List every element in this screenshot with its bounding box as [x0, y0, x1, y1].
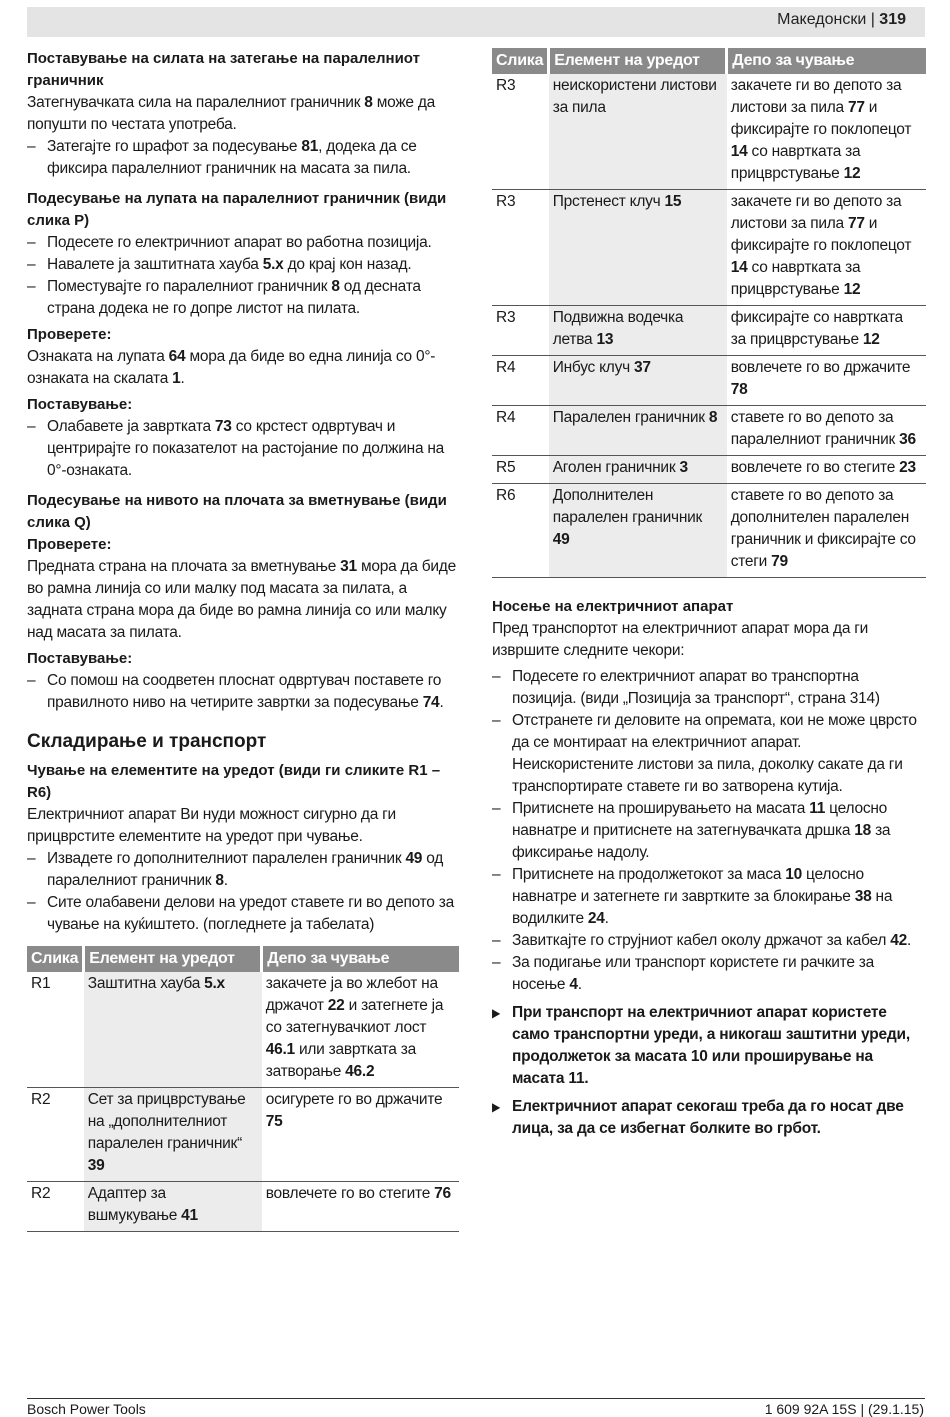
- text-segment: , додека да се фиксира паралелниот граничник на масата за пила.: [47, 138, 417, 177]
- reference-number: 13: [596, 331, 614, 348]
- element-cell: [84, 972, 262, 1088]
- reference-number: 41: [181, 1207, 198, 1224]
- check-label: Проверете:: [27, 326, 112, 343]
- storage-cell: [262, 1182, 459, 1232]
- text-segment: Подвижна водечка летва: [552, 309, 684, 348]
- instruction-list: [27, 670, 459, 714]
- reference-number: 11: [809, 800, 826, 817]
- triangle-bullet-icon: ▶: [492, 1006, 501, 1020]
- right-column: [492, 48, 926, 1146]
- header-separator: |: [866, 11, 880, 28]
- list-item: [27, 848, 459, 892]
- instruction-list: [492, 666, 926, 996]
- check-label: Проверете:: [27, 536, 112, 553]
- storage-cell: [727, 190, 926, 306]
- text-segment: за фиксирање надолу.: [512, 822, 891, 861]
- table-row: [492, 306, 926, 356]
- text-segment: Сет за прицврстување на „дополнителниот паралелен граничник“: [87, 1091, 246, 1152]
- element-cell: [84, 1182, 262, 1232]
- reference-number: 42: [890, 932, 908, 949]
- element-cell: [549, 190, 727, 306]
- reference-number: 8: [215, 872, 224, 889]
- text-segment: закачете ги во депото за листови за пила: [730, 77, 902, 116]
- figure-cell: R2: [27, 1088, 84, 1182]
- text-segment: Навалете ја заштитната хауба: [47, 256, 263, 273]
- reference-number: 38: [854, 888, 872, 905]
- column-header: Слика: [492, 48, 549, 74]
- reference-number: 15: [664, 193, 682, 210]
- text-segment: целосно навнатре и притиснете на затегнувачката дршка: [512, 800, 888, 839]
- reference-number: 3: [679, 459, 688, 476]
- text-segment: од паралелниот граничник: [47, 850, 444, 889]
- warning-item: [492, 1096, 926, 1140]
- warning-list: [492, 1002, 926, 1140]
- text-segment: мора да биде во една линија со 0°-ознаката на скалата: [27, 348, 436, 387]
- paragraph: [27, 804, 459, 848]
- column-header: Депо за чување: [262, 946, 459, 972]
- storage-cell: [262, 1088, 459, 1182]
- list-item: [492, 930, 926, 952]
- text-segment: ставете го во депото за дополнителен паралелен граничник и фиксирајте со стеги: [730, 487, 916, 570]
- element-cell: [549, 356, 727, 406]
- reference-number: 46.2: [345, 1063, 375, 1080]
- reference-number: 12: [843, 281, 861, 298]
- footer-rule: [27, 1398, 925, 1399]
- text-segment: .: [604, 910, 609, 927]
- list-item: [27, 670, 459, 714]
- list-item: [492, 798, 926, 864]
- text-segment: фиксирајте со навртката за прицврстување: [730, 309, 903, 348]
- reference-number: 8: [331, 278, 340, 295]
- section-title-tension: Поставување на силата на затегање на паралелниот граничник: [27, 50, 420, 89]
- table-row: [492, 356, 926, 406]
- setting-label: Поставување:: [27, 396, 133, 413]
- section-title-insert-plate: Подесување на нивото на плочата за вметнување (види слика Q): [27, 492, 447, 531]
- triangle-bullet-icon: ▶: [492, 1100, 501, 1114]
- text-segment: и фиксирајте го поклопецот: [730, 99, 912, 138]
- reference-number: 81: [301, 138, 319, 155]
- reference-number: 8: [364, 94, 373, 111]
- storage-table: [27, 946, 459, 1232]
- page-header: [777, 11, 906, 29]
- text-segment: Поместувајте го паралелниот граничник: [47, 278, 332, 295]
- text-segment: .: [223, 872, 228, 889]
- text-segment: .: [907, 932, 912, 949]
- text-segment: од десната страна додека не го допре листот на пилата.: [47, 278, 421, 317]
- text-segment: Затегајте го шрафот за подесување: [47, 138, 302, 155]
- text-segment: Отстранете ги деловите на опремата, кои не може цврсто да се монтираат на електричниот апарат. Неискористените листови за пила, доколку сакате да ги транспортирате ставете ги во затворена кутија.: [512, 712, 917, 795]
- text-segment: или завртката за затворање: [265, 1041, 416, 1080]
- element-cell: [549, 74, 727, 190]
- text-segment: ставете го во депото за паралелниот граничник: [730, 409, 900, 448]
- figure-cell: R5: [492, 456, 549, 484]
- text-segment: Дополнителен паралелен граничник: [552, 487, 703, 526]
- table-row: [27, 1088, 459, 1182]
- reference-number: 14: [730, 143, 748, 160]
- column-header: Слика: [27, 946, 84, 972]
- text-segment: Адаптер за вшмукување: [87, 1185, 182, 1224]
- column-header: Елемент на уредот: [549, 48, 727, 74]
- instruction-list: [27, 136, 459, 180]
- table-row: [27, 972, 459, 1088]
- storage-cell: [727, 456, 926, 484]
- reference-number: 31: [340, 558, 357, 575]
- text-segment: Електричниот апарат Ви нуди можност сигурно да ги прицврстите елементите на уредот при чување.: [27, 806, 396, 845]
- table-row: [492, 406, 926, 456]
- reference-number: 78: [730, 381, 748, 398]
- list-item: [27, 254, 459, 276]
- list-item: [27, 136, 459, 180]
- storage-cell: [727, 484, 926, 578]
- text-segment: Сите олабавени делови на уредот ставете ги во депото за чување на куќиштето. (погледнете ја табелата): [47, 894, 454, 933]
- text-segment: За подигање или транспорт користете ги рачките за носење: [512, 954, 874, 993]
- storage-table: [492, 48, 926, 578]
- table-row: [492, 74, 926, 190]
- setting-label: Поставување:: [27, 650, 133, 667]
- storage-cell: [727, 306, 926, 356]
- text-segment: и фиксирајте го поклопецот: [730, 215, 912, 254]
- text-segment: Затегнувачката сила на паралелниот граничник: [27, 94, 365, 111]
- list-item: [27, 416, 459, 482]
- reference-number: 64: [168, 348, 186, 365]
- text-segment: Притиснете на продолжетокот за маса: [512, 866, 786, 883]
- element-cell: [549, 456, 727, 484]
- reference-number: 49: [552, 531, 570, 548]
- text-segment: Со помош на соодветен плоснат одвртувач поставете го правилното ниво на четирите завртки за подесување: [47, 672, 442, 711]
- list-item: [492, 666, 926, 710]
- table-row: [492, 456, 926, 484]
- column-header: Депо за чување: [727, 48, 926, 74]
- table-header-row: [492, 48, 926, 74]
- text-segment: со навртката за прицврстување: [730, 259, 861, 298]
- text-segment: вовлечете го во стегите: [265, 1185, 435, 1202]
- reference-number: 12: [862, 331, 880, 348]
- reference-number: 75: [265, 1113, 283, 1130]
- reference-number: 36: [899, 431, 916, 448]
- text-segment: Заштитна хауба: [87, 975, 205, 992]
- text-segment: Паралелен граничник: [552, 409, 709, 426]
- text-segment: Предната страна на плочата за вметнување: [27, 558, 341, 575]
- paragraph: [492, 618, 926, 662]
- table-row: [27, 1182, 459, 1232]
- reference-number: 49: [405, 850, 423, 867]
- reference-number: 24: [587, 910, 605, 927]
- element-cell: [549, 306, 727, 356]
- column-header: Елемент на уредот: [84, 946, 262, 972]
- text-segment: Аголен граничник: [552, 459, 680, 476]
- list-item: [492, 952, 926, 996]
- figure-cell: R6: [492, 484, 549, 578]
- text-segment: Ознаката на лупата: [27, 348, 169, 365]
- text-segment: Подесете го електричниот апарат во транспортна позиција. (види „Позиција за транспорт“, страна 314): [512, 668, 880, 707]
- text-segment: со крстест одвртувач и центрирајте го показателот на растојание по должина на 0°-ознаката.: [47, 418, 445, 479]
- text-segment: закачете ја во жлебот на држачот: [265, 975, 438, 1014]
- text-segment: Притиснете на проширувањето на масата: [512, 800, 810, 817]
- text-segment: Извадете го дополнителниот паралелен граничник: [47, 850, 406, 867]
- reference-number: 37: [633, 359, 651, 376]
- text-segment: неискористени листови за пила: [552, 77, 717, 116]
- figure-cell: R4: [492, 356, 549, 406]
- paragraph: [27, 92, 459, 136]
- reference-number: 1: [172, 370, 181, 387]
- text-segment: и затегнете ја со затегнувачкиот лост: [265, 997, 444, 1036]
- reference-number: 73: [214, 418, 232, 435]
- reference-number: 8: [708, 409, 718, 426]
- figure-cell: R4: [492, 406, 549, 456]
- table-row: [492, 190, 926, 306]
- text-segment: со навртката за прицврстување: [730, 143, 861, 182]
- reference-number: 4: [569, 976, 578, 993]
- storage-cell: [727, 356, 926, 406]
- text-segment: на водилките: [512, 888, 893, 927]
- reference-number: 79: [771, 553, 788, 570]
- list-item: [27, 892, 459, 936]
- table-row: [492, 484, 926, 578]
- list-item: [27, 232, 459, 254]
- figure-cell: R2: [27, 1182, 84, 1232]
- table-header-row: [27, 946, 459, 972]
- reference-number: 10: [785, 866, 802, 883]
- text-segment: Прстенест клуч: [552, 193, 665, 210]
- reference-number: 18: [854, 822, 872, 839]
- text-segment: целосно навнатре и затегнете ги завртките за блокирање: [512, 866, 864, 905]
- figure-cell: R3: [492, 74, 549, 190]
- text-segment: Завиткајте го струјниот кабел околу држачот за кабел: [512, 932, 891, 949]
- text-segment: .: [439, 694, 444, 711]
- element-cell: [549, 484, 727, 578]
- reference-number: 74: [422, 694, 440, 711]
- section-heading-storage: Складирање и транспорт: [27, 731, 267, 752]
- text-segment: .: [180, 370, 185, 387]
- left-column: [27, 48, 459, 1232]
- section-title-magnifier: Подесување на лупата на паралелниот граничник (види слика P): [27, 190, 447, 229]
- text-segment: Инбус клуч: [552, 359, 634, 376]
- text-segment: мора да биде во рамна линија со или малку под масата за пилата, а задната страна мора да биде во рамна линија со или малку над масата за пилата.: [27, 558, 456, 641]
- element-cell: [549, 406, 727, 456]
- reference-number: 76: [434, 1185, 451, 1202]
- reference-number: 14: [730, 259, 748, 276]
- paragraph: [27, 556, 459, 644]
- figure-cell: R1: [27, 972, 84, 1088]
- header-language: Македонски: [777, 11, 867, 28]
- footer-doc-number: 1 609 92A 15S | (29.1.15): [764, 1401, 924, 1417]
- text-segment: вовлечете го во стегите: [730, 459, 900, 476]
- storage-cell: [262, 972, 459, 1088]
- section-title-carrying: Носење на електричниот апарат: [492, 598, 734, 615]
- reference-number: 22: [327, 997, 345, 1014]
- page-number: 319: [879, 11, 906, 28]
- text-segment: осигурете го во држачите: [265, 1091, 443, 1108]
- text-segment: Подесете го електричниот апарат во работна позиција.: [47, 234, 432, 251]
- storage-cell: [727, 406, 926, 456]
- text-segment: Пред транспортот на електричниот апарат мора да ги извршите следните чекори:: [492, 620, 869, 659]
- list-item: [492, 864, 926, 930]
- reference-number: 5.x: [262, 256, 284, 273]
- reference-number: 5.x: [204, 975, 225, 992]
- warning-text: При транспорт на електричниот апарат користете само транспортни уреди, а никогаш заштитни уреди, продолжеток за масата 10 или проширување на масата 11.: [512, 1004, 910, 1087]
- text-segment: до крај кон назад.: [283, 256, 412, 273]
- text-segment: вовлечете го во држачите: [730, 359, 911, 376]
- figure-cell: R3: [492, 190, 549, 306]
- text-segment: Олабавете ја завртката: [47, 418, 215, 435]
- footer-publisher: Bosch Power Tools: [27, 1401, 146, 1417]
- warning-text: Електричниот апарат секогаш треба да го носат две лица, за да се избегнат болките во грбот.: [512, 1098, 904, 1137]
- paragraph: [27, 346, 459, 390]
- storage-cell: [727, 74, 926, 190]
- reference-number: 23: [899, 459, 916, 476]
- text-segment: .: [577, 976, 582, 993]
- warning-item: [492, 1002, 926, 1090]
- instruction-list: [27, 232, 459, 320]
- reference-number: 77: [847, 99, 865, 116]
- list-item: [492, 710, 926, 798]
- reference-number: 77: [847, 215, 865, 232]
- reference-number: 39: [87, 1157, 105, 1174]
- list-item: [27, 276, 459, 320]
- text-segment: закачете ги во депото за листови за пила: [730, 193, 902, 232]
- figure-cell: R3: [492, 306, 549, 356]
- section-title-storing-elements: Чување на елементите на уредот (види ги сликите R1 – R6): [27, 762, 441, 801]
- text-segment: може да попушти по честата употреба.: [27, 94, 436, 133]
- reference-number: 12: [843, 165, 861, 182]
- element-cell: [84, 1088, 262, 1182]
- instruction-list: [27, 848, 459, 936]
- instruction-list: [27, 416, 459, 482]
- reference-number: 46.1: [265, 1041, 295, 1058]
